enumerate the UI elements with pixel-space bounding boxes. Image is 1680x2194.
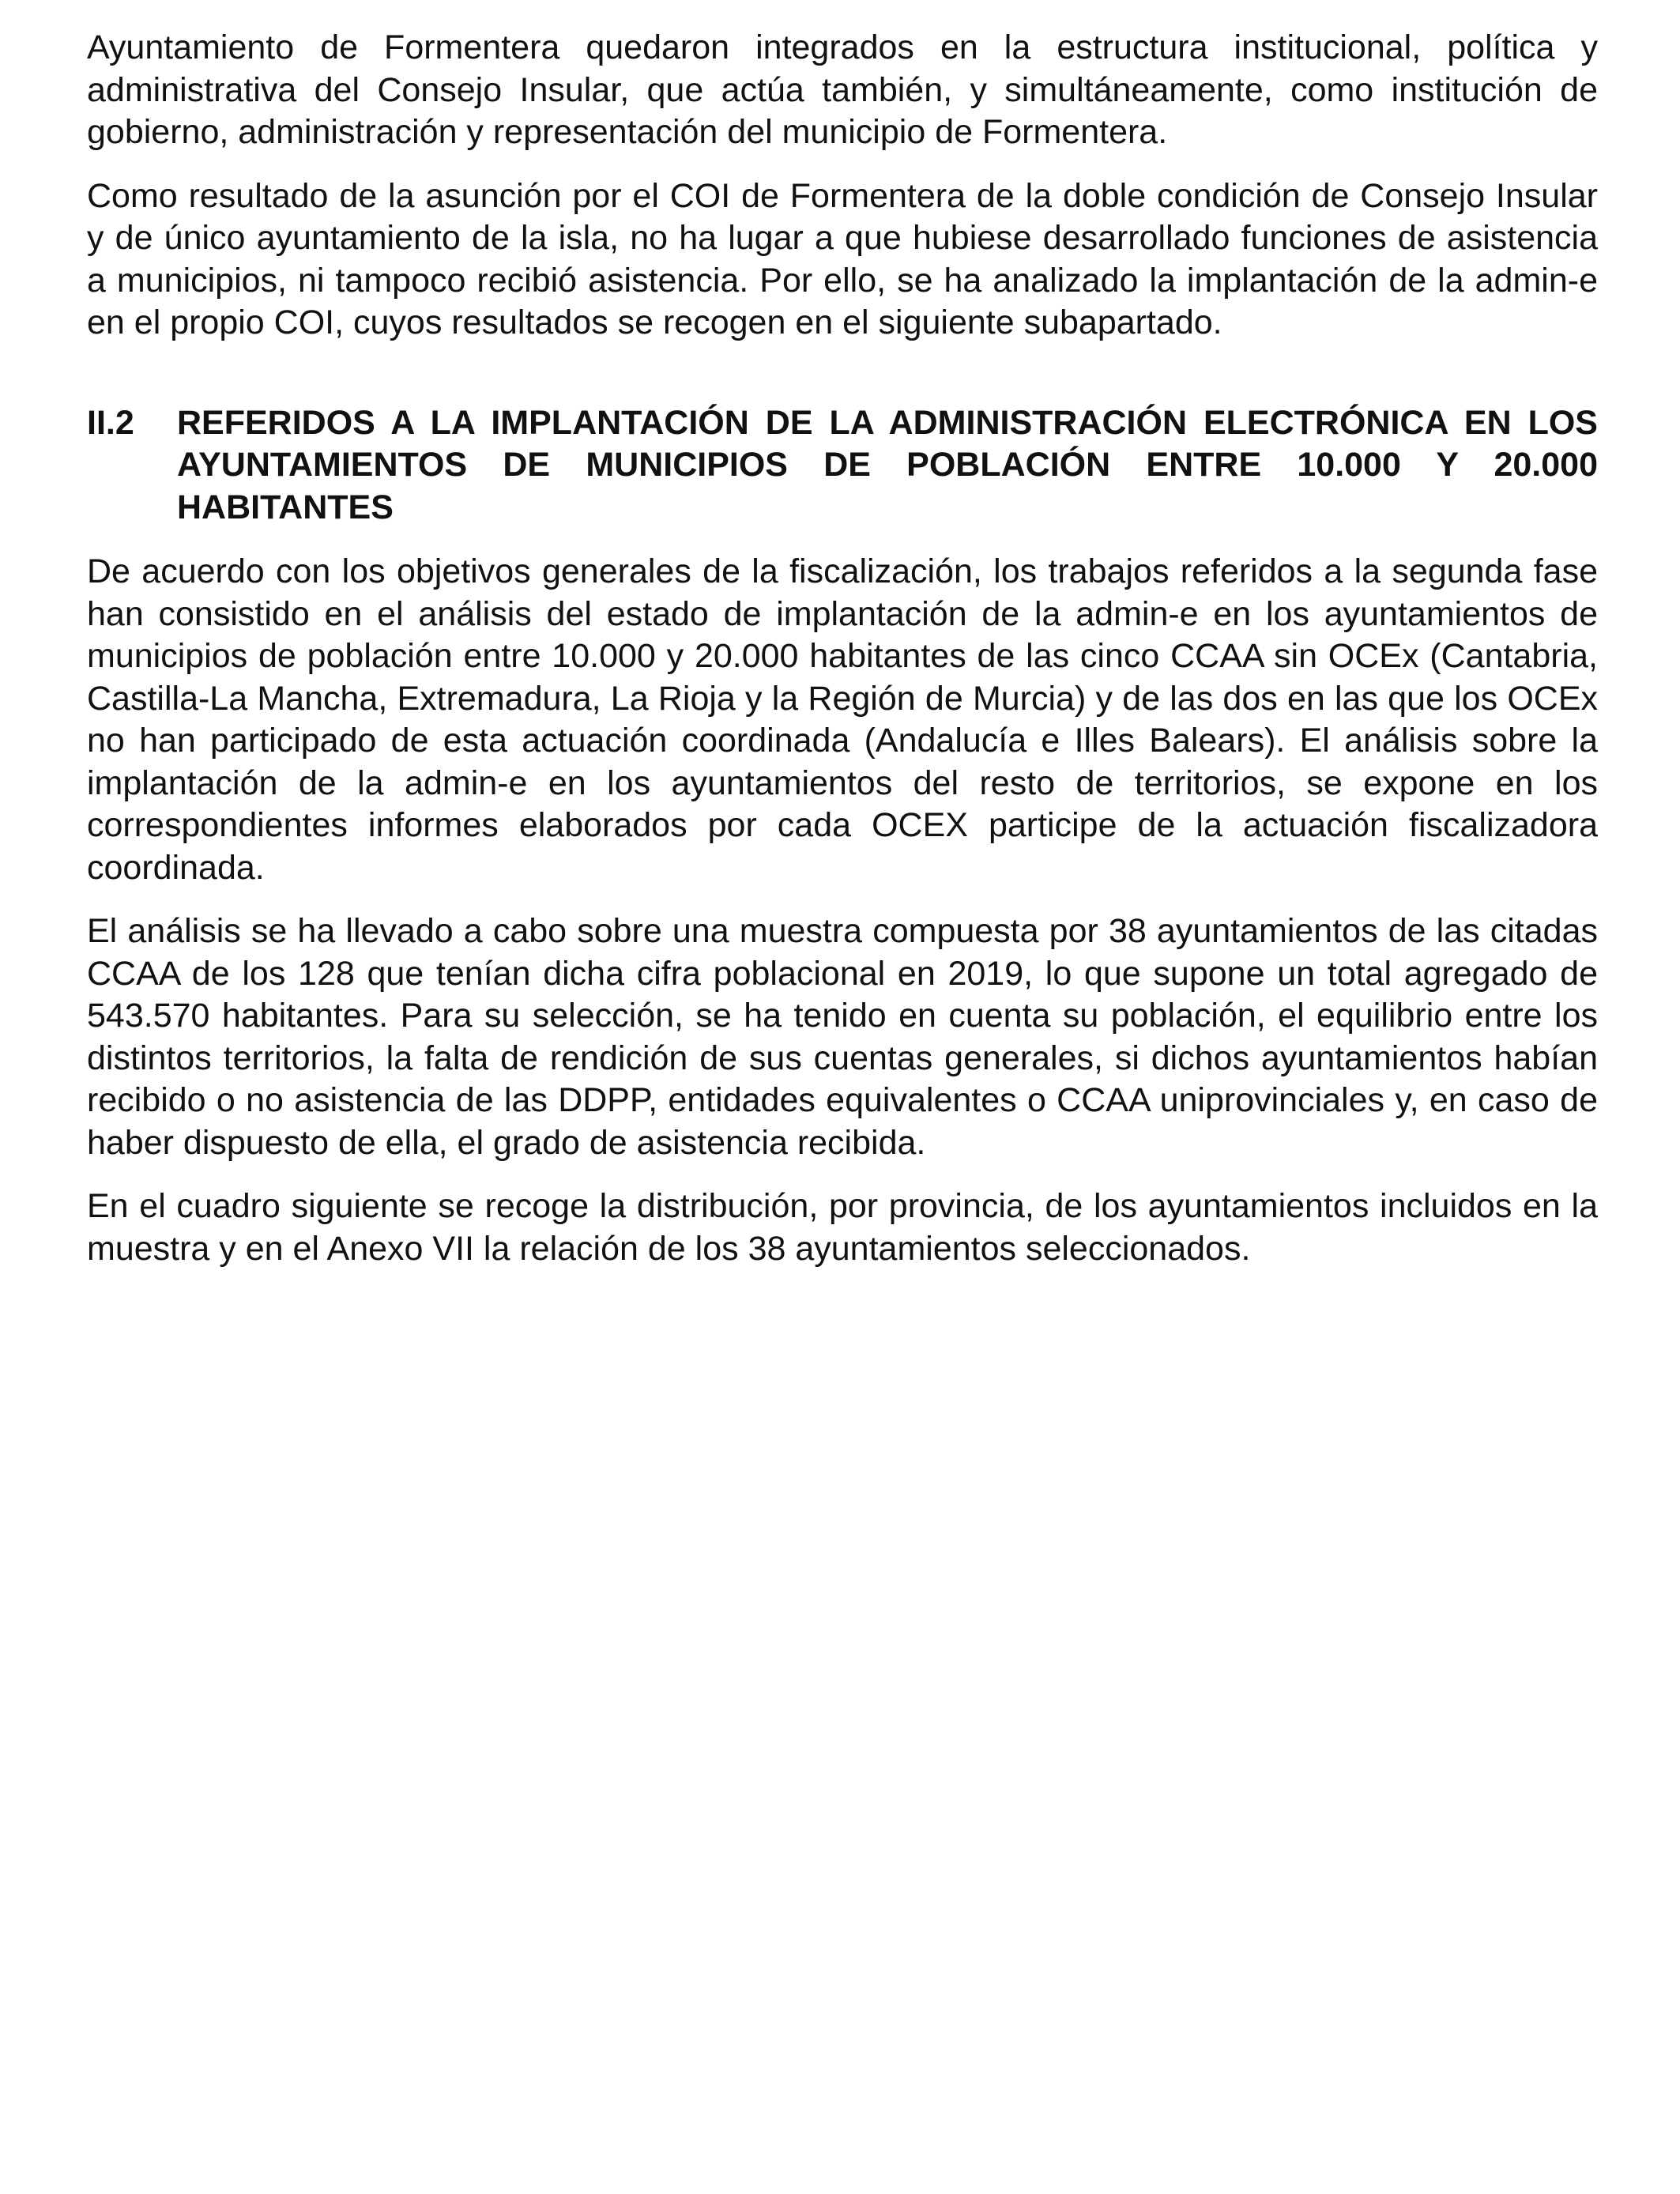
paragraph-sample: El análisis se ha llevado a cabo sobre una muestra compuesta por 38 ayuntamientos de las citadas CCAA de los 128 que tenían dicha cifra poblacional en 2019, lo que supone un total agregado de 543.570 habitantes. Para su selección, se ha tenido en cuenta su población, el equilibrio entre los distintos territorios, la falta de rendición de sus cuentas generales, si dichos ayuntamientos habían recibido o no asistencia de las DDPP, entidades equivalentes o CCAA uniprovinciales y, en caso de haber dispuesto de ella, el grado de asistencia recibida. — [87, 912, 1598, 1162]
section-title: REFERIDOS A LA IMPLANTACIÓN DE LA ADMINISTRACIÓN ELECTRÓNICA EN LOS AYUNTAMIENTOS DE MUNICIPIOS DE POBLACIÓN ENTRE 10.000 Y 20.000 HABITANTES — [177, 403, 1598, 526]
paragraph-second-phase: De acuerdo con los objetivos generales de la fiscalización, los trabajos referidos a la segunda fase han consistido en el análisis del estado de implantación de la admin-e en los ayuntamientos de municipios de población entre 10.000 y 20.000 habitantes de las cinco CCAA sin OCEx (Cantabria, Castilla-La Mancha, Extremadura, La Rioja y la Región de Murcia) y de las dos en las que los OCEx no han participado de esta actuación coordinada (Andalucía e Illes Balears). El análisis sobre la implantación de la admin-e en los ayuntamientos del resto de territorios, se expone en los correspondientes informes elaborados por cada OCEX participe de la actuación fiscalizadora coordinada. — [87, 552, 1598, 887]
paragraph-table-intro: En el cuadro siguiente se recoge la distribución, por provincia, de los ayuntamientos incluidos en la muestra y en el Anexo VII la relación de los 38 ayuntamientos seleccionados. — [87, 1187, 1598, 1268]
paragraph-formentera-integration: Ayuntamiento de Formentera quedaron integrados en la estructura institucional, política y administrativa del Consejo Insular, que actúa también, y simultáneamente, como institución de gobierno, administración y representación del municipio de Formentera. — [87, 28, 1598, 151]
paragraph-coi-assistance: Como resultado de la asunción por el COI de Formentera de la doble condición de Consejo Insular y de único ayuntamiento de la isla, no ha lugar a que hubiese desarrollado funciones de asistencia a municipios, ni tampoco recibió asistencia. Por ello, se ha analizado la implantación de la admin-e en el propio COI, cuyos resultados se recogen en el siguiente subapartado. — [87, 176, 1598, 341]
section-number: II.2 — [87, 403, 134, 442]
document-page — [87, 27, 1598, 1291]
section-heading — [87, 402, 1598, 530]
